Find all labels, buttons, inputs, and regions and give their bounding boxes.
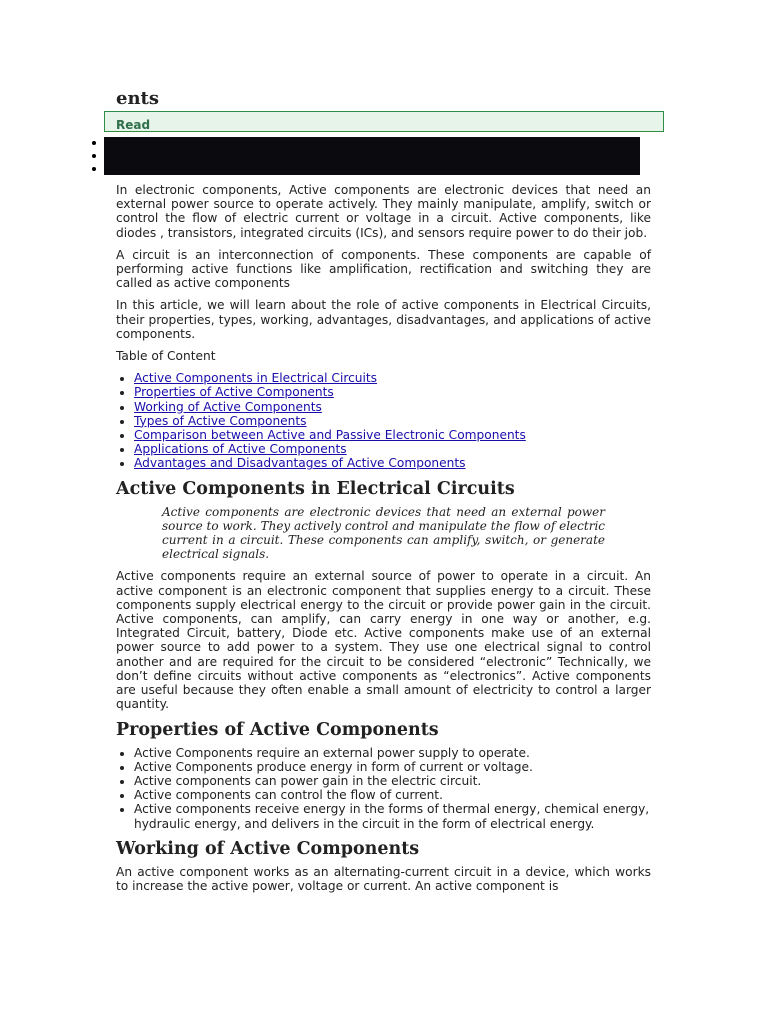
read-tab-label[interactable]: Read <box>116 118 151 132</box>
definition-quote: Active components are electronic devices that need an external power source to work. They actively control and manipulate the flow of electric current in a circuit. These components can amplify, switch, or generate electrical signals. <box>162 504 605 562</box>
toc-link-active-components[interactable]: Active Components in Electrical Circuits <box>134 371 378 386</box>
toc-link-properties[interactable]: Properties of Active Components <box>134 385 334 400</box>
list-item: • Active Components produce energy in form of current or voltage. <box>134 760 651 774</box>
read-tab-bar[interactable] <box>104 111 664 132</box>
redacted-toolbar <box>104 137 640 175</box>
section-paragraph: An active component works as an alternating-current circuit in a device, which works to increase the active power, voltage or current. An active component is <box>116 864 651 893</box>
toc-title: Table of Content <box>116 349 216 364</box>
bullet-dot <box>92 141 96 145</box>
article-body <box>116 183 651 901</box>
list-item: • Active components receive energy in the forms of thermal energy, chemical energy, hydraulic energy, and delivers in the circuit in the form of electrical energy. <box>134 802 651 830</box>
properties-list <box>116 746 651 831</box>
bullet-dot <box>92 154 96 158</box>
toc-link-comparison[interactable]: Comparison between Active and Passive Electronic Components <box>134 428 526 443</box>
toc-item <box>134 442 651 456</box>
intro-paragraph: A circuit is an interconnection of components. These components are capable of performing active functions like amplification, rectification and switching they are called as active components <box>116 247 651 291</box>
toc-link-types[interactable]: Types of Active Components <box>134 413 307 428</box>
list-item: • Active components can control the flow of current. <box>134 788 651 802</box>
toc-item <box>134 385 651 399</box>
table-of-contents <box>116 371 651 470</box>
toc-item <box>134 428 651 442</box>
intro-paragraph: In electronic components, Active components are electronic devices that need an external power source to operate actively. They mainly manipulate, amplify, switch or control the flow of electric current or voltage in a circuit. Active components, like diodes , transistors, integrated circuits (ICs), and sensors require power to do their job. <box>116 183 651 240</box>
toc-item <box>134 400 651 414</box>
toc-item <box>134 414 651 428</box>
list-item: • Active Components require an external power supply to operate. <box>134 746 651 760</box>
section-heading-active-components: Active Components in Electrical Circuits <box>116 478 515 499</box>
list-item: • Active components can power gain in the electric circuit. <box>134 774 651 788</box>
page-title-fragment: ents <box>116 88 159 109</box>
toc-item <box>134 371 651 385</box>
toc-link-advantages[interactable]: Advantages and Disadvantages of Active Components <box>134 456 466 471</box>
intro-paragraph: In this article, we will learn about the role of active components in Electrical Circuits, their properties, types, working, advantages, disadvantages, and applications of active components. <box>116 298 651 341</box>
bullet-dot <box>92 167 96 171</box>
section-heading-properties: Properties of Active Components <box>116 719 439 740</box>
section-heading-working: Working of Active Components <box>116 838 420 859</box>
section-paragraph: Active components require an external source of power to operate in a circuit. An active component is an electronic component that supplies energy to a circuit. These components supply electrical energy to the circuit or provide power gain in the circuit. Active components, can amplify, can carry energy in one way or another, e.g. Integrated Circuit, battery, Diode etc. Active components make use of an external power source to add power to a system. They use one electrical signal to control another and are required for the circuit to be considered “electronic” Technically, we don’t define circuits without active components as “electronics”. Active components are useful because they often enable a small amount of electricity to control a larger quantity. <box>116 569 651 712</box>
toc-item <box>134 456 651 470</box>
toc-link-working[interactable]: Working of Active Components <box>134 399 322 414</box>
toc-link-applications[interactable]: Applications of Active Components <box>134 442 347 457</box>
